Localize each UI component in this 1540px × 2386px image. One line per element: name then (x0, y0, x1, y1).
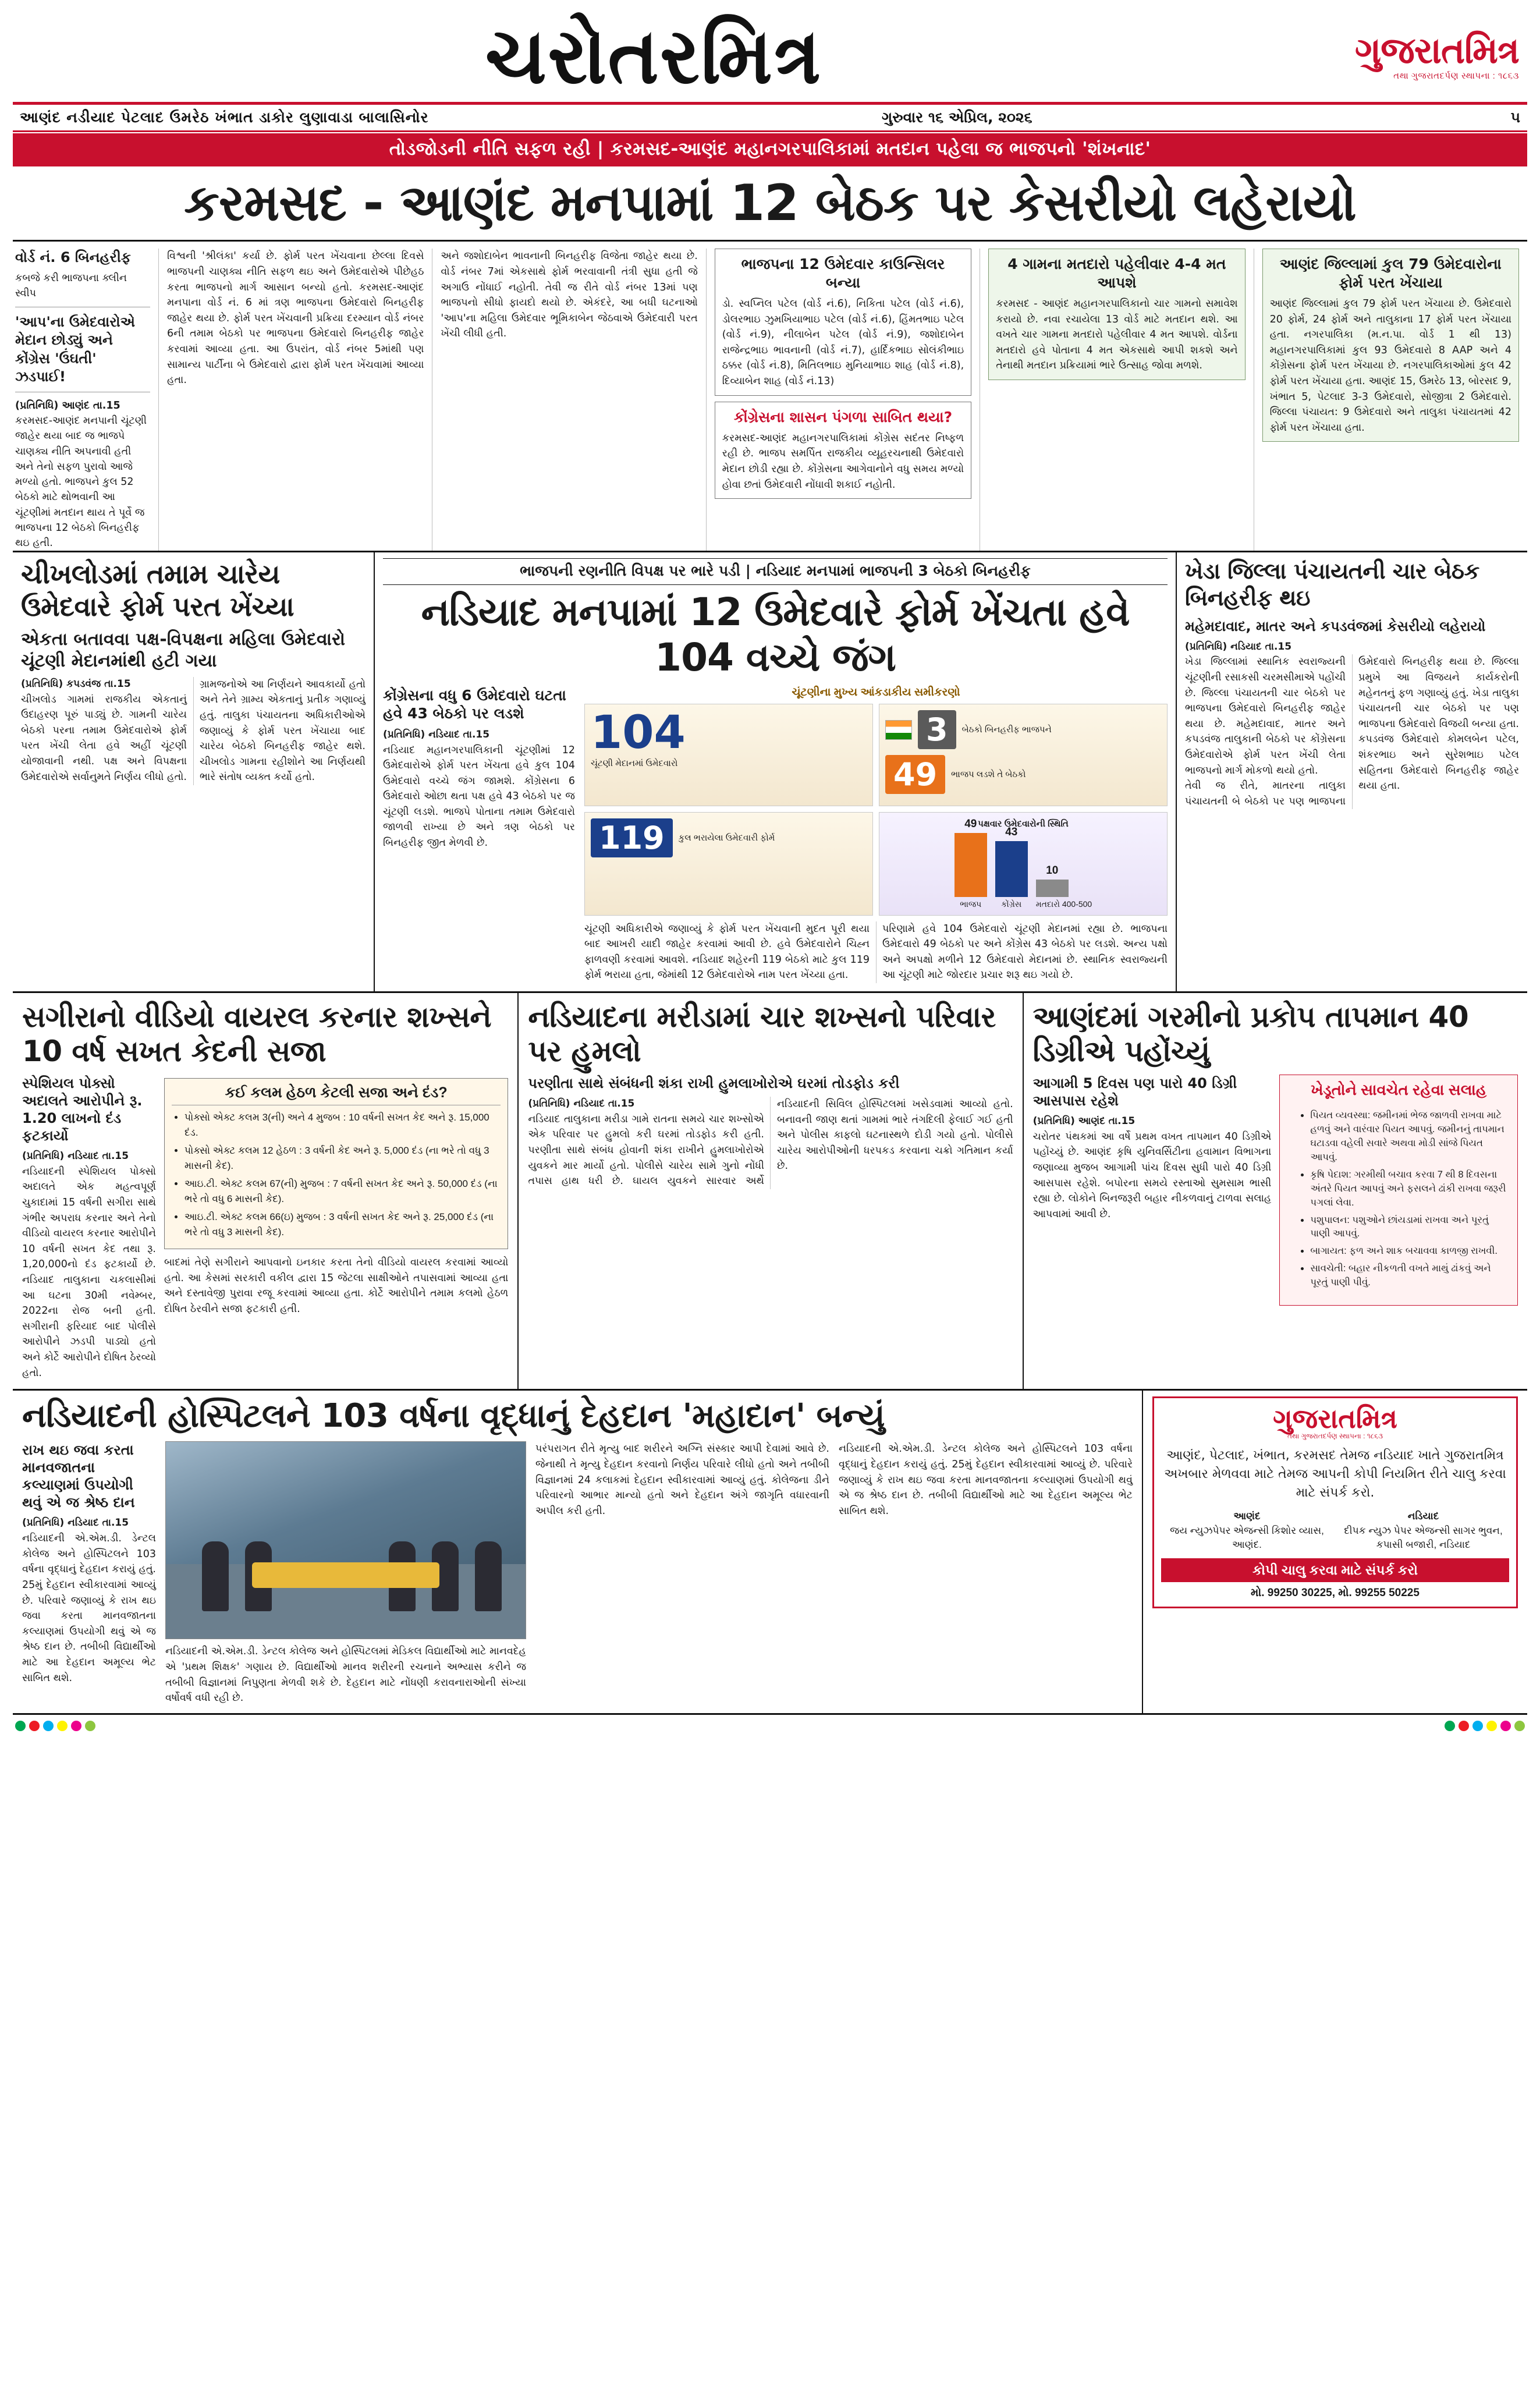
bar-bjp-label: ભાજપ (960, 899, 982, 909)
marida-byline: (પ્રતિનિધિ) નડિયાદ તા.15 (528, 1098, 635, 1110)
ad-agent-2: દીપક ન્યુઝ પેપર એજન્સી સાગર ભુવન, કપાસી બજારી, નડિયાદ (1344, 1525, 1503, 1551)
heat-headline: આણંદમાં ગરમીનો પ્રકોપ તાપમાન 40 ડિગ્રીએ પહોંચ્યું (1032, 1000, 1469, 1069)
lead-kicker: તોડજોડની નીતિ સફળ રહી | કરમસદ-આણંદ મહાનગરપાલિકામાં મતદાન પહેલા જ ભાજપનો 'શંખનાદ' (13, 133, 1527, 166)
flag-icon (885, 720, 912, 740)
bar-others (1036, 864, 1069, 897)
lead-column-1: વિશ્વની 'શ્રીલંકા' કર્યા છે. ફોર્મ પરત ખેંચવાના છેલ્લા દિવસે ભાજપની ચાણક્ય નીતિ સફળ થઇ અને ઉમેદવારોએ પીછેહઠ કરતા ભાજપનો માર્ગ આસાન બન્યો હતો. કરમસદ-આણંદ મનપાના વોર્ડ નં. 6 માં ત્રણ ભાજપના ઉમેદવારો બિનહરીફ જાહેર થયા છે. ફોર્મ પરત ખેંચવાની પ્રક્રિયા દરમ્યાન વોર્ડ નંબર 6ની તમામ બેઠકો પર ભાજપના ઉમેદવારો બિનહરીફ જાહેર કરવામાં આવ્યા હતા. આ ઉપરાંત, વોર્ડ નંબર 5માંથી પણ સામાન્ય પાર્ટીના બે ઉમેદવારો દ્વારા ફોર્મ પરત ખેંચવામાં આવ્યા હતા. (158, 249, 432, 551)
voters-box-title: 4 ગામના મતદારો પહેલીવાર 4-4 મત આપશે (1007, 256, 1226, 291)
ad-logo-sub: તથા ગુજરાતદર્પણ સ્થાપના : ૧૮૬૩ (1287, 1432, 1383, 1441)
masthead (13, 10, 1527, 101)
edition-date: ગુરુવાર ૧૬ એપ્રિલ, ૨૦૨૬ (882, 108, 1032, 126)
nadiad-byline: (પ્રતિનિધિ) નડિયાદ તા.15 (383, 728, 490, 740)
farmer-advice-box (1279, 1075, 1518, 1306)
info-card-forms (584, 812, 873, 916)
nadiad-infographic (584, 686, 1168, 983)
dehdan-col-4: નડિયાદની એ.એમ.ડી. ડેન્ટલ કોલેજ અને હોસ્પિટલને 103 વર્ષના વૃદ્ધાનું દેહદાન કરાયું હતું. 25મું દેહદાન સ્વીકારવામાં આવ્યું છે. પરિવારે જણાવ્યું કે રાખ થઇ જવા કરતા માનવજાતના કલ્યાણમાં ઉપયોગી થવું એ જ શ્રેષ્ઠ દાન છે. તબીબી વિદ્યાર્થીઓ માટે આ દેહદાન અમૂલ્ય ભેટ સાબિત થશે. (839, 1443, 1133, 1517)
ad-cta-button[interactable]: કોપી ચાલુ કરવા માટે સંપર્ક કરો (1161, 1558, 1509, 1582)
dehdan-subhead: રાખ થઇ જવા કરતા માનવજાતના કલ્યાણમાં ઉપયોગી થવું એ જ શ્રેષ્ઠ દાન (22, 1442, 135, 1511)
publisher-name: ગુજરાતમિત્ર (1354, 29, 1519, 72)
nadiad-article (374, 552, 1177, 991)
publisher-logo (1216, 29, 1519, 81)
color-strip-right (1442, 1715, 1527, 1733)
section-two (13, 552, 1527, 993)
bar-congress-value: 43 (1005, 825, 1018, 838)
ad-city-1: આણંદ (1233, 1510, 1261, 1522)
nadiad-headline: નડિયાદ મનપામાં 12 ઉમેદવારે ફોર્મ ખેંચતા હવે 104 વચ્ચે જંગ (421, 590, 1130, 680)
info-stat-2-number: 119 (591, 818, 673, 857)
edition-list: આણંદ નડીયાદ પેટલાદ ઉમરેઠ ખંભાત ડાકોર લુણાવાડા બાલાસિનોર (20, 108, 429, 126)
advice-box-title: ખેડૂતોને સાવચેત રહેવા સલાહ (1311, 1081, 1487, 1099)
pocso-article (13, 993, 517, 1389)
nadiad-col-3: પરિણામે હવે 104 ઉમેદવારો ચૂંટણી મેદાનમાં રહ્યા છે. ભાજપના ઉમેદવારો 49 બેઠકો પર અને કોંગ્રેસ 43 બેઠકો પર લડશે. અન્ય પક્ષો અને અપક્ષો મળીને 12 ઉમેદવારો મેદાનમાં છે. સ્થાનિક સ્વરાજ્યની આ ચૂંટણી માટે જોરદાર પ્રચાર શરૂ થઇ ગયો છે. (882, 923, 1168, 981)
sidenote-body-2: કરમસદ-આણંદ મનપાની ચૂંટણી જાહેર થયા બાદ જ ભાજપે ચાણક્ય નીતિ અપનાવી હતી અને તેનો સફળ પુરાવો આજે મળ્યો હતો. ભાજપને કુલ 52 બેઠકો માટે થોભવાની આ ચૂંટણીમાં મતદાન થાય તે પૂર્વે જ ભાજપના 12 બેઠકો બિનહરીફ થઇ હતી. (15, 415, 147, 549)
dehdan-article (13, 1391, 1142, 1713)
bar-congress-label: કોંગ્રેસ (1001, 899, 1022, 909)
kheda-subhead: મહેમદાવાદ, માતર અને કપડવંજમાં કેસરીયો લહેરાયો (1185, 618, 1486, 634)
editions-bar (13, 105, 1527, 132)
penalty-item: • પોક્સો એક્ટ કલમ 12 હેઠળ : 3 વર્ષની કેદ અને રૂ. 5,000 દંડ (ના ભરે તો વધુ 3 માસની કેદ). (184, 1143, 501, 1173)
forms-box-title: આણંદ જિલ્લામાં કુલ 79 ઉમેદવારોના ફોર્મ પરત ખેંચાયા (1279, 256, 1502, 291)
forms-box-body: આણંદ જિલ્લામાં કુલ 79 ફોર્મ પરત ખેંચાયા છે. ઉમેદવારો 20 ફોર્મ, 24 ફોર્મ અને તાલુકાના 17 ફોર્મ પરત ખેંચાયા હતા. નગરપાલિકા (મ.ન.પા. વોર્ડ 1 થી 13) મહાનગરપાલિકામાં કુલ 93 ઉમેદવારો 8 AAP અને 4 કોંગ્રેસના ફોર્મ પરત ખેંચાયા છે. નગરપાલિકાઓમાં કુલ 42 ફોર્મ પરત ખેંચાયા હતા. આણંદ 15, ઉમરેઠ 13, બોરસદ 9, ખંભાત 5, પેટલાદ 3-3 ઉમેદવારો, સોજીત્રા 2 ઉમેદવારો. જિલ્લા પંચાયત: 9 ઉમેદવારો અને તાલુકા પંચાયતમાં 42 ફોર્મ પરત ખેંચાયા હતા. (1269, 297, 1511, 434)
sidenote-body-1: કબજે કરી ભાજપના ક્લીન સ્વીપ (15, 272, 127, 299)
advice-item: • સાવચેતી: બહાર નીકળતી વખતે માથું ઢાંકવું અને પૂરતું પાણી પીવું. (1310, 1262, 1510, 1290)
bar-others-label: મતદારો 400-500 (1035, 899, 1092, 909)
penalty-item: • આઇ.ટી. એક્ટ કલમ 67(ની) મુજબ : 7 વર્ષની સખત કેદ અને રૂ. 50,000 દંડ (ના ભરે તો વધુ 6 માસની કેદ). (184, 1176, 501, 1206)
sidenote-title-1: વોર્ડ નં. 6 બિનહરીફ (15, 249, 131, 266)
dehdan-byline: (પ્રતિનિધિ) નડિયાદ તા.15 (22, 1517, 129, 1529)
pocso-byline: (પ્રતિનિધિ) નડિયાદ તા.15 (22, 1150, 129, 1162)
voters-box-body: કરમસદ - આણંદ મહાનગરપાલિકાનો ચાર ગામનો સમાવેશ કરાયો છે. નવા રચાયેલા 13 વોર્ડ માટે મતદાન થશે. આ વખતે ચાર ગામના મતદારો પહેલીવાર 4 મત આપશે. વોર્ડના મતદારો હવે પોતાના 4 મત એકસાથે આપી શકશે અને તેનાથી મતદાન પ્રક્રિયામાં ભારે ઉત્સાહ જોવા મળશે. (996, 297, 1238, 372)
chikhlod-byline: (પ્રતિનિધિ) કપડવંજ તા.15 (21, 678, 131, 690)
penalty-box (164, 1078, 508, 1249)
heat-article (1023, 993, 1527, 1389)
dehdan-col-1: નડિયાદની એ.એમ.ડી. ડેન્ટલ કોલેજ અને હોસ્પિટલને 103 વર્ષના વૃદ્ધાનું દેહદાન કરાયું હતું. 25મું દેહદાન સ્વીકારવામાં આવ્યું છે. પરિવારે જણાવ્યું કે રાખ થઇ જવા કરતા માનવજાતના કલ્યાણમાં ઉપયોગી થવું એ જ શ્રેષ્ઠ દાન છે. તબીબી વિદ્યાર્થીઓ માટે આ દેહદાન અમૂલ્ય ભેટ સાબિત થશે. (22, 1533, 156, 1684)
lead-column-4 (980, 249, 1253, 551)
lead-article-grid (13, 242, 1527, 552)
advice-item: • પશુપાલન: પશુઓને છાંયડામાં રાખવા અને પૂરતું પાણી આપવું. (1310, 1214, 1510, 1242)
lead-column-3 (706, 249, 980, 551)
bar-bjp (954, 817, 987, 897)
kheda-col-2: તેવી જ રીતે, માતરના તાલુકા પંચાયતની બે બેઠકો પર પણ ભાજપના ઉમેદવારો બિનહરીફ થયા છે. જિલ્લા પ્રમુખે આ વિજયને કાર્યકરોની મહેનતનું ફળ ગણાવ્યું હતું. ખેડા તાલુકા પંચાયતની ચાર બેઠકો પર પણ ભાજપના ઉમેદવારો વિજયી બન્યા હતા. કપડવંજ ઉમેદવારો કોમલબેન પટેલ, શંકરભાઇ અને સુરેશભાઇ પટેલ સહિતના ઉમેદવારો બિનહરીફ જાહેર થયા હતા. (1185, 656, 1519, 807)
section-four (13, 1391, 1527, 1715)
info-stat-4-number: 49 (885, 755, 945, 794)
voters-box (988, 249, 1245, 380)
marida-subhead: પરણીતા સાથે સંબંધની શંકા રાખી હુમલાખોરોએ ઘરમાં તોડફોડ કરી (528, 1075, 900, 1092)
info-stat-2-label: કુલ ભરાયેલા ઉમેદવારી ફોર્મ (678, 832, 775, 843)
penalty-item: • આઇ.ટી. એક્ટ કલમ 66(ઇ) મુજબ : 3 વર્ષની સખત કેદ અને રૂ. 25,000 દંડ (ના ભરે તો વધુ 3 માસની કેદ). (184, 1210, 501, 1239)
chikhlod-subhead: એકતા બતાવવા પક્ષ-વિપક્ષના મહિલા ઉમેદવારો ચૂંટણી મેદાનમાંથી હટી ગયા (21, 629, 346, 672)
chikhlod-headline: ચીખલોડમાં તમામ ચારેય ઉમેદવારે ફોર્મ પરત ખેંચ્યા (21, 558, 294, 622)
sidenote-title-2: 'આપ'ના ઉમેદવારોએ મેદાન છોડ્યું અને કોંગ્રેસ 'ઉંઘતી' ઝડપાઈ! (15, 314, 135, 385)
publisher-tagline: તથા ગુજરાતદર્પણ સ્થાપના : ૧૮૬૩ (1393, 70, 1519, 81)
lead-column-2: અને જશોદાબેન ભાવનાની બિનહરીફ વિજેતા જાહેર થયા છે. વોર્ડ નંબર 7માં એકસાથે ફોર્મ ભરવાવાની તંત્રી સુધા હતી જે અગાઉ નોંધાઈ નહોતી. તેવી જ રીતે વોર્ડ નંબર 13માં પણ ભાજપનો સીધો ફાયદો થયો છે. એકંદરે, આ બધી ઘટનાઓ 'આપ'ના મહિલા ઉમેદવાર ભૂમિકાબેન જેઠવાએ ઉમેદવારી પરત ખેંચી લીધી હતી. (432, 249, 705, 551)
marida-headline: નડિયાદના મરીડામાં ચાર શખ્સનો પરિવાર પર હુમલો (528, 1000, 996, 1069)
infographic-title: ચૂંટણીના મુખ્ય આંકડાકીય સમીકરણો (792, 686, 960, 699)
heat-byline: (પ્રતિનિધિ) આણંદ તા.15 (1032, 1115, 1136, 1128)
lead-headline: કરમસદ - આણંદ મનપામાં 12 બેઠક પર કેસરીયો લહેરાયો (13, 166, 1527, 242)
ad-phone-numbers[interactable]: મો. 99250 30225, મો. 99255 50225 (1251, 1586, 1420, 1599)
heat-body: ચરોતર પંથકમાં આ વર્ષે પ્રથમ વખત તાપમાન 40 ડિગ્રીએ પહોંચ્યું છે. આણંદ કૃષિ યુનિવર્સિટીના હવામાન વિભાગના જણાવ્યા મુજબ આગામી પાંચ દિવસ સુધી પારો 40 ડિગ્રી આસપાસ રહેશે. બપોરના સમયે રસ્તાઓ સુમસામ ભાસી રહ્યા છે. લોકોને બિનજરૂરી બહાર નીકળવાનું ટાળવા સલાહ આપવામાં આવી છે. (1032, 1130, 1272, 1220)
info-big-number: 104 (591, 707, 686, 760)
subscription-ad[interactable] (1152, 1396, 1518, 1608)
bar-bjp-value: 49 (964, 817, 977, 830)
congress-box-body: કરમસદ-આણંદ મહાનગરપાલિકામાં કોંગ્રેસ સદંતર નિષ્ફળ રહી છે. ભાજપ સમર્પિત રાજકીય વ્યૂહરચનાથી ઉમેદવારો મેદાન છોડી રહ્યા છે. કોંગ્રેસના આગેવાનોને વધુ સમય મળ્યો હોવા છતાં ઉમેદવારી નોંધાવી શકાઈ નહોતી. (722, 432, 964, 491)
candidates-box-body: ડો. સ્વપ્નિલ પટેલ (વોર્ડ નં.6), નિકિતા પટેલ (વોર્ડ નં.6), ડોલરભાઇ ઝુમખિયાભાઇ પટેલ (વોર્ડ નં.6), હિંમતભાઇ પટેલ (વોર્ડ નં.9), નીલાબેન પટેલ (વોર્ડ નં.9), જશોદાબેન રાજેન્દ્રભાઇ ભાવનાની (વોર્ડ નં.7), હાર્દિકભાઇ સોલંકીભાઇ ઠક્કર (વોર્ડ નં.8), મિતિલભાઇ મુનિયાભાઇ શાહ (વોર્ડ નં.8), દિવ્યાબેન શાહ (વોર્ડ નં.13) (722, 297, 964, 387)
pocso-body-2: બાદમાં તેણે સગીરાને આપવાનો ઇનકાર કરતા તેનો વીડિયો વાયરલ કરવામાં આવ્યો હતો. આ કેસમાં સરકારી વકીલ દ્વારા 15 જેટલા સાક્ષીઓને તપાસવામાં આવ્યા હતા અને દસ્તાવેજી પુરાવા રજૂ કરવામાં આવ્યા હતા. કોર્ટે આરોપીને તમામ કલમો હેઠળ દોષિત ઠેરવીને સજા ફટકારી હતી. (164, 1257, 509, 1315)
penalty-list (172, 1110, 501, 1239)
info-card-candidates (584, 704, 873, 806)
bar-others-value: 10 (1046, 864, 1059, 877)
congress-box-title: કોંગ્રેસના શાસન પંગળા સાબિત થયા? (733, 408, 953, 426)
page-number: ૫ (1510, 108, 1520, 126)
advertisement (1142, 1391, 1527, 1713)
dehdan-photo (165, 1441, 526, 1639)
nadiad-subhead: કોંગ્રેસના વધુ 6 ઉમેદવારો ઘટતા હવે 43 બેઠકો પર લડશે (383, 687, 566, 722)
info-stat-3-number: 3 (918, 710, 956, 749)
newspaper-title: ચરોતરમિત્ર (485, 12, 822, 101)
penalty-box-title: કઈ કલમ હેઠળ કેટલી સજા અને દંડ? (172, 1084, 501, 1105)
chikhlod-body: ચીખલોડ ગામમાં રાજકીય એકતાનું ઉદાહરણ પૂરું પાડ્યું છે. ગામની ચારેય બેઠકો પરના તમામ ઉમેદવારોએ ફોર્મ પરત ખેંચી લેતા હવે અહીં ચૂંટણી યોજાવાની નથી. પક્ષ અને વિપક્ષના ઉમેદવારોએ સર્વાનુમતે નિર્ણય લીધો હતો. ગ્રામજનોએ આ નિર્ણયને આવકાર્યો હતો અને તેને ગ્રામ્ય એકતાનું પ્રતીક ગણાવ્યું હતું. તાલુકા પંચાયતના અધિકારીઓએ જણાવ્યું કે ફોર્મ પરત ખેંચાયા બાદ ચારેય બેઠકો બિનહરીફ જાહેર થશે. ચીખલોડ ગામના રહીશોને આ નિર્ણયથી ભારે સંતોષ વ્યક્ત કર્યો હતો. (21, 678, 366, 783)
advice-item: • બાગાયત: ફળ અને શાક બચાવવા કાળજી રાખવી. (1310, 1245, 1510, 1258)
dehdan-col-2: નડિયાદની એ.એમ.ડી. ડેન્ટલ કોલેજ અને હોસ્પિટલમાં મેડિકલ વિદ્યાર્થીઓ માટે માનવદેહ એ 'પ્રથમ શિક્ષક' ગણાય છે. વિદ્યાર્થીઓ માનવ શરીરની રચનાને અભ્યાસ કરીને જ તબીબી વિજ્ઞાનમાં નિપુણતા મેળવી શકે છે. દેહદાન માટે નોંધણી કરાવનારાઓની સંખ્યા વર્ષોવર્ષ વધી રહી છે. (165, 1646, 526, 1704)
advice-item: • પિયત વ્યવસ્થા: જમીનમાં ભેજ જાળવી રાખવા માટે હળવું અને વારંવાર પિયત આપવું. જમીનનું તાપમાન ઘટાડવા વહેલી સવારે અથવા મોડી સાંજે પિયત આપવું. (1310, 1109, 1510, 1165)
advice-item: • કૃષિ પેદાશ: ગરમીથી બચાવ કરવા 7 થી 8 દિવસના અંતરે પિયત આપવું અને ફસલને ઢાંકી રાખવા જરૂરી પગલાં લેવા. (1310, 1168, 1510, 1210)
sidenote-byline: (પ્રતિનિધિ) આણંદ તા.15 (15, 399, 120, 412)
candidates-box-title: ભાજપના 12 ઉમેદવાર કાઉન્સિલર બન્યા (741, 256, 945, 291)
penalty-item: • પોક્સો એક્ટ કલમ 3(ની) અને 4 મુજબ : 10 વર્ષની સખત કેદ અને રૂ. 15,000 દંડ. (184, 1110, 501, 1140)
heat-subhead: આગામી 5 દિવસ પણ પારો 40 ડિગ્રી આસપાસ રહેશે (1032, 1075, 1237, 1109)
pocso-body: નડિયાદની સ્પેશિયલ પોક્સો અદાલતે એક મહત્વપૂર્ણ ચુકાદામાં 15 વર્ષની સગીરા સાથે ગંભીર અપરાધ કરનાર અને તેનો વીડિયો વાયરલ કરનાર આરોપીને 10 વર્ષની સખત કેદ તથા રૂ. 1,20,000નો દંડ ફટકાર્યો છે. નડિયાદ તાલુકાના ચકલાસીમાં આ ઘટના 30મી નવેમ્બર, 2022ના રોજ બની હતી. સગીરાની ફરિયાદ બાદ પોલીસે આરોપીને ઝડપી પાડ્યો હતો અને કોર્ટે આરોપીને દોષિત ઠેરવ્યો હતો. (22, 1165, 156, 1379)
chikhlod-article (13, 552, 374, 991)
ad-logo: ગુજરાતમિત્ર (1273, 1403, 1397, 1435)
info-card-misc (879, 704, 1168, 806)
pocso-headline: સગીરાનો વીડિયો વાયરલ કરનાર શખ્સને 10 વર્ષ સખત કેદની સજા (22, 1000, 492, 1069)
info-stat-3-label: બેઠકો બિનહરીફ ભાજપને (961, 724, 1052, 735)
kheda-headline: ખેડા જિલ્લા પંચાયતની ચાર બેઠક બિનહરીફ થઇ (1185, 558, 1479, 611)
nadiad-kicker: ભાજપની રણનીતિ વિપક્ષ પર ભારે પડી | નડિયાદ મનપામાં ભાજપની 3 બેઠકો બિનહરીફ (383, 558, 1168, 585)
advice-list (1287, 1109, 1510, 1290)
pocso-subhead: સ્પેશિયલ પોક્સો અદાલતે આરોપીને રૂ. 1.20 લાખનો દંડ ફટકાર્યો (22, 1075, 143, 1144)
kheda-article (1177, 552, 1527, 991)
ad-city-2: નડિયાદ (1407, 1510, 1439, 1522)
ad-agent-1: જય ન્યુઝપેપર એજન્સી કિશોર વ્યાસ, આણંદ. (1170, 1525, 1324, 1551)
congress-box (715, 402, 971, 499)
info-big-label: ચૂંટણી મેદાનમાં ઉમેદવારો (591, 758, 678, 769)
registration-color-strip (13, 1715, 1527, 1733)
dehdan-col-3: પરંપરાગત રીતે મૃત્યુ બાદ શરીરને અગ્નિ સંસ્કાર આપી દેવામાં આવે છે. જેનાથી તે મૃત્યુ દેહદાન કરવાનો નિર્ણય પરિવારે લીધો હતો અને તબીબી વિજ્ઞાનમાં 24 કલાકમાં દેહદાન સ્વીકારવામાં આવ્યું હતું. કોલેજના ડીને પરિવારનો આભાર માન્યો હતો અને દેહદાન અંગે જાગૃતિ વધારવાની અપીલ કરી હતી. (535, 1443, 829, 1517)
nadiad-text-col (383, 686, 575, 983)
color-strip-left (13, 1715, 98, 1733)
lead-column-5 (1254, 249, 1527, 551)
info-stat-4-label: ભાજપ લડશે તે બેઠકો (951, 769, 1026, 779)
section-three (13, 993, 1527, 1391)
forms-box (1262, 249, 1519, 442)
info-card-chart (879, 812, 1168, 916)
candidates-box (715, 249, 971, 395)
marida-article (517, 993, 1022, 1389)
ad-body: આણંદ, પેટલાદ, ખંભાત, કરમસદ તેમજ નડિયાદ ખાતે ગુજરાતમિત્ર અખબાર મેળવવા માટે તેમજ આપની કોપી નિયમિત રીતે ચાલુ કરવા માટે સંપર્ક કરો. (1164, 1448, 1506, 1500)
bar-congress (995, 825, 1028, 897)
chart-title: પક્ષવાર ઉમેદવારોની સ્થિતિ (978, 819, 1069, 829)
kheda-byline: (પ્રતિનિધિ) નડિયાદ તા.15 (1185, 640, 1292, 653)
nadiad-col-2: ચૂંટણી અધિકારીએ જણાવ્યું કે ફોર્મ પરત ખેંચવાની મુદત પૂરી થયા બાદ આખરી યાદી જાહેર કરવામાં આવી છે. હવે ઉમેદવારોને ચિહ્ન ફાળવણી કરવામાં આવશે. નડિયાદ શહેરની 119 બેઠકો માટે કુલ 119 ફોર્મ ભરાયા હતા, જેમાંથી 12 ઉમેદવારોએ નામ પરત ખેંચ્યા હતા. (584, 923, 870, 981)
dehdan-headline: નડિયાદની હોસ્પિટલને 103 વર્ષના વૃદ્ધાનું દેહદાન 'મહાદાન' બન્યું (22, 1397, 885, 1435)
kheda-col-1: ખેડા જિલ્લામાં સ્થાનિક સ્વરાજ્યની ચૂંટણીની રસાકસી ચરમસીમાએ પહોંચી છે. જિલ્લા પંચાયતની ચાર બેઠકો પર ભાજપના ઉમેદવારો બિનહરીફ જાહેર થયા છે. મહેમદાવાદ, માતર અને કપડવંજ તાલુકાની બેઠકો પર કોંગ્રેસના ઉમેદવારોએ ફોર્મ પરત ખેંચી લેતા ભાજપનો માર્ગ મોકળો થયો હતો. (1185, 656, 1346, 777)
marida-body: નડિયાદ તાલુકાના મરીડા ગામે રાતના સમયે ચાર શખ્સોએ એક પરિવાર પર હુમલો કરી ઘરમાં તોડફોડ કરી હતી. પરણીતા સાથે સંબંધ હોવાની શંકા રાખીને હુમલાખોરોએ યુવકને માર માર્યો હતો. પોલીસે ચારેય સામે ગુનો નોંધી તપાસ હાથ ધરી છે. ઘાયલ યુવકને સારવાર અર્થે નડિયાદની સિવિલ હોસ્પિટલમાં ખસેડવામાં આવ્યો હતો. બનાવની જાણ થતાં ગામમાં ભારે તંગદિલી ફેલાઈ ગઈ હતી અને પોલીસ કાફલો ઘટનાસ્થળે દોડી ગયો હતો. પોલીસે ચારેય આરોપીઓની ધરપકડ કરવાના ચક્રો ગતિમાન કર્યા છે. (528, 1098, 1013, 1187)
nadiad-col-1: નડિયાદ મહાનગરપાલિકાની ચૂંટણીમાં 12 ઉમેદવારોએ ફોર્મ પરત ખેંચતા હવે કુલ 104 ઉમેદવારો વચ્ચે જંગ જામશે. કોંગ્રેસના 6 ઉમેદવારો ઓછા થતા પક્ષ હવે 43 બેઠકો પર જ ચૂંટણી લડશે. ભાજપે પોતાના તમામ ઉમેદવારો જાળવી રાખ્યા છે અને ત્રણ બેઠકો પર બિનહરીફ જીત મેળવી છે. (383, 744, 575, 849)
lead-sidenote (13, 249, 158, 551)
